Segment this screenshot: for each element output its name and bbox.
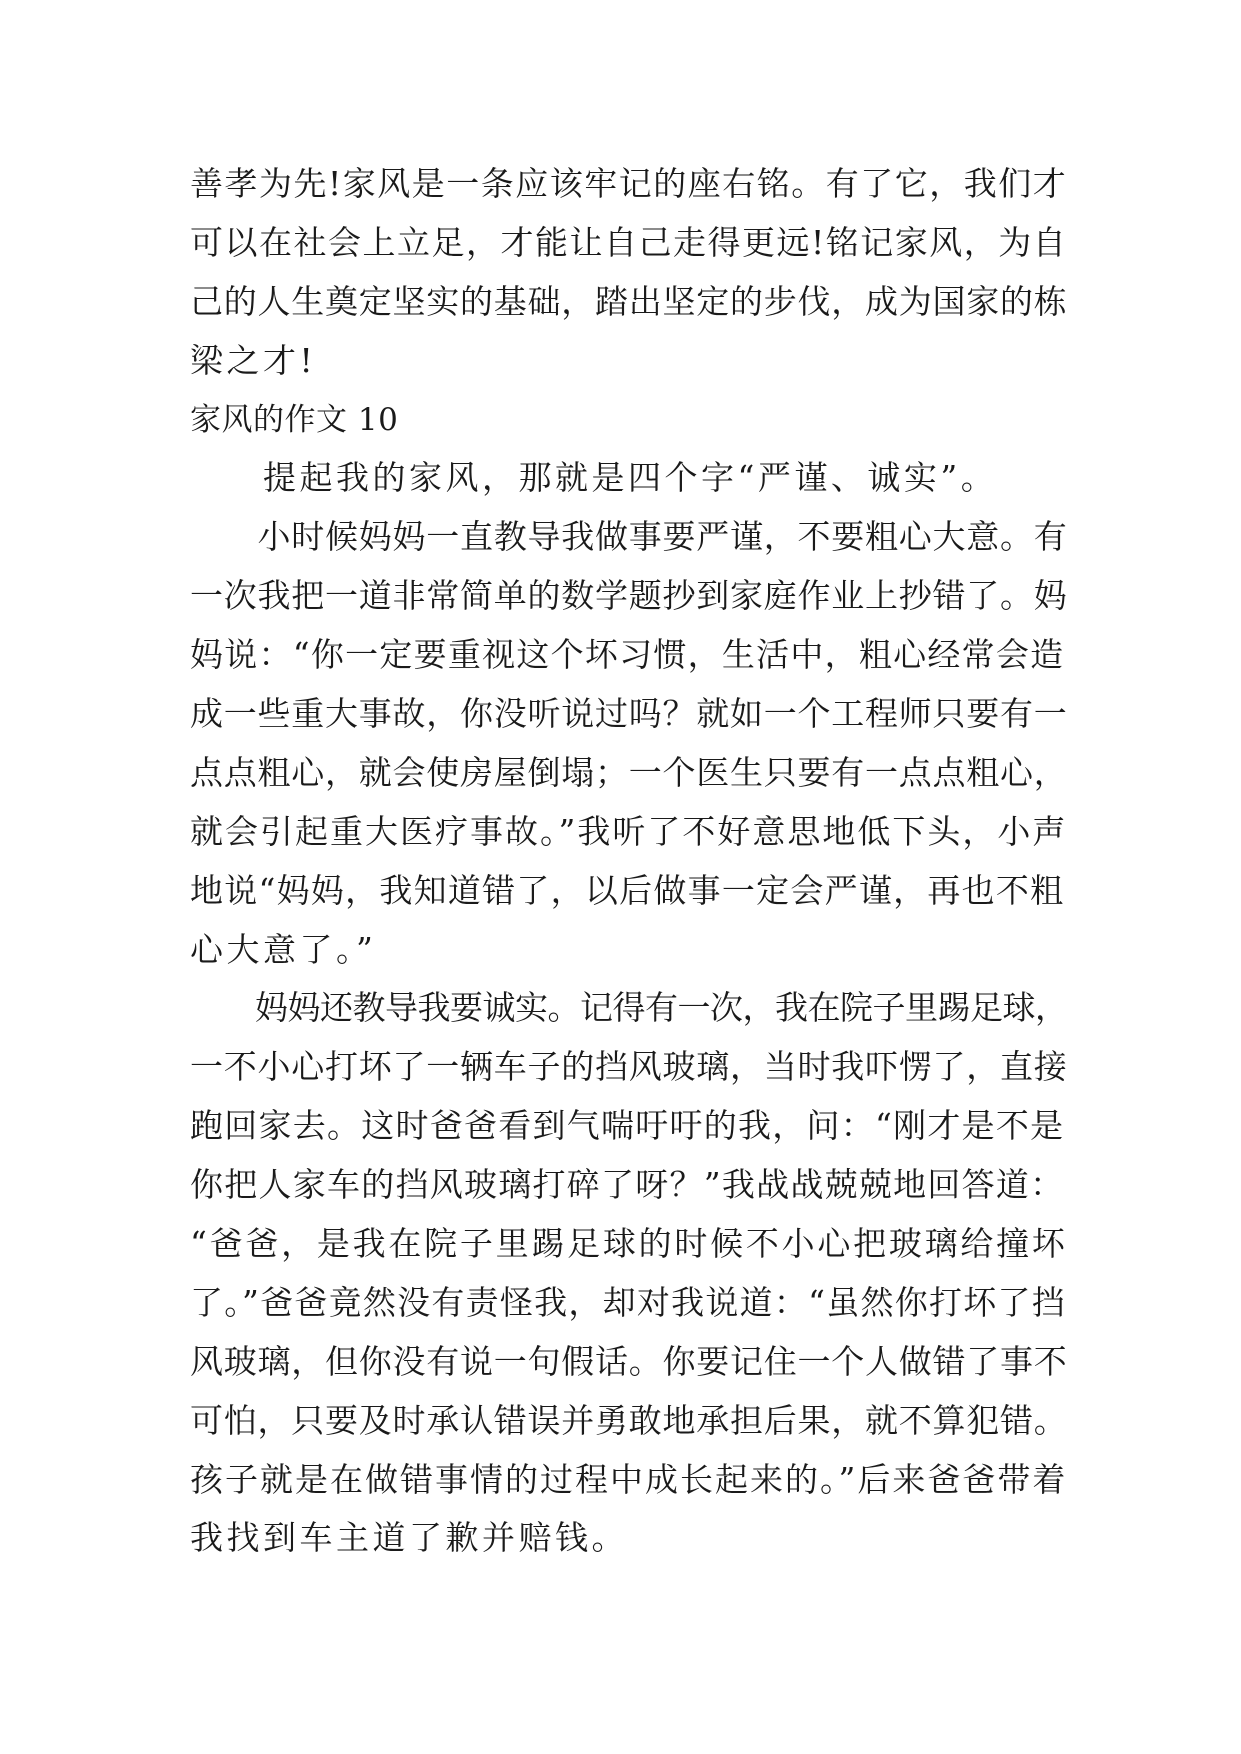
text-line: 梁之才! — [190, 340, 317, 380]
text-line: 妈说：“你一定要重视这个坏习惯，生活中，粗心经常会造 — [190, 635, 1065, 675]
text-line: 妈妈还教导我要诚实。记得有一次，我在院子里踢足球， — [190, 988, 1068, 1028]
text-line: 我找到车主道了歉并赔钱。 — [190, 1518, 628, 1558]
text-line: 孩子就是在做错事情的过程中成长起来的。”后来爸爸带着 — [190, 1459, 1068, 1499]
text-line: 一次我把一道非常简单的数学题抄到家庭作业上抄错了。妈 — [190, 576, 1068, 616]
text-line: 提起我的家风，那就是四个字“严谨、诚实”。 — [190, 458, 998, 498]
text-line: 你把人家车的挡风玻璃打碎了呀？”我战战兢兢地回答道： — [190, 1165, 1065, 1205]
text-line: 心大意了。” — [190, 929, 377, 969]
text-line: 可怕，只要及时承认错误并勇敢地承担后果，就不算犯错。 — [190, 1400, 1068, 1440]
text-line: 地说“妈妈，我知道错了，以后做事一定会严谨，再也不粗 — [190, 870, 1065, 910]
text-line: 善孝为先!家风是一条应该牢记的座右铭。有了它，我们才 — [190, 164, 1068, 203]
text-line: 己的人生奠定坚实的基础，踏出坚定的步伐，成为国家的栋 — [190, 281, 1068, 321]
text-line: 可以在社会上立足，才能让自己走得更远!铭记家风，为自 — [190, 222, 1068, 262]
section-heading: 家风的作文 10 — [190, 401, 399, 438]
text-line: 点点粗心，就会使房屋倒塌；一个医生只要有一点点粗心， — [190, 752, 1068, 792]
document-body — [190, 155, 1070, 1568]
text-line: 小时候妈妈一直教导我做事要严谨，不要粗心大意。有 — [190, 517, 1068, 557]
text-line: 了。”爸爸竟然没有责怪我，却对我说道：“虽然你打坏了挡 — [190, 1282, 1066, 1322]
text-line: 就会引起重大医疗事故。”我听了不好意思地低下头，小声 — [190, 811, 1068, 851]
text-line: 跑回家去。这时爸爸看到气喘吁吁的我，问：“刚才是不是 — [190, 1106, 1065, 1146]
text-line: 一不小心打坏了一辆车子的挡风玻璃，当时我吓愣了，直接 — [190, 1047, 1068, 1087]
text-line: 风玻璃，但你没有说一句假话。你要记住一个人做错了事不 — [190, 1341, 1068, 1381]
text-line: “爸爸，是我在院子里踢足球的时候不小心把玻璃给撞坏 — [190, 1224, 1068, 1264]
text-line: 成一些重大事故，你没听说过吗？就如一个工程师只要有一 — [190, 694, 1068, 734]
